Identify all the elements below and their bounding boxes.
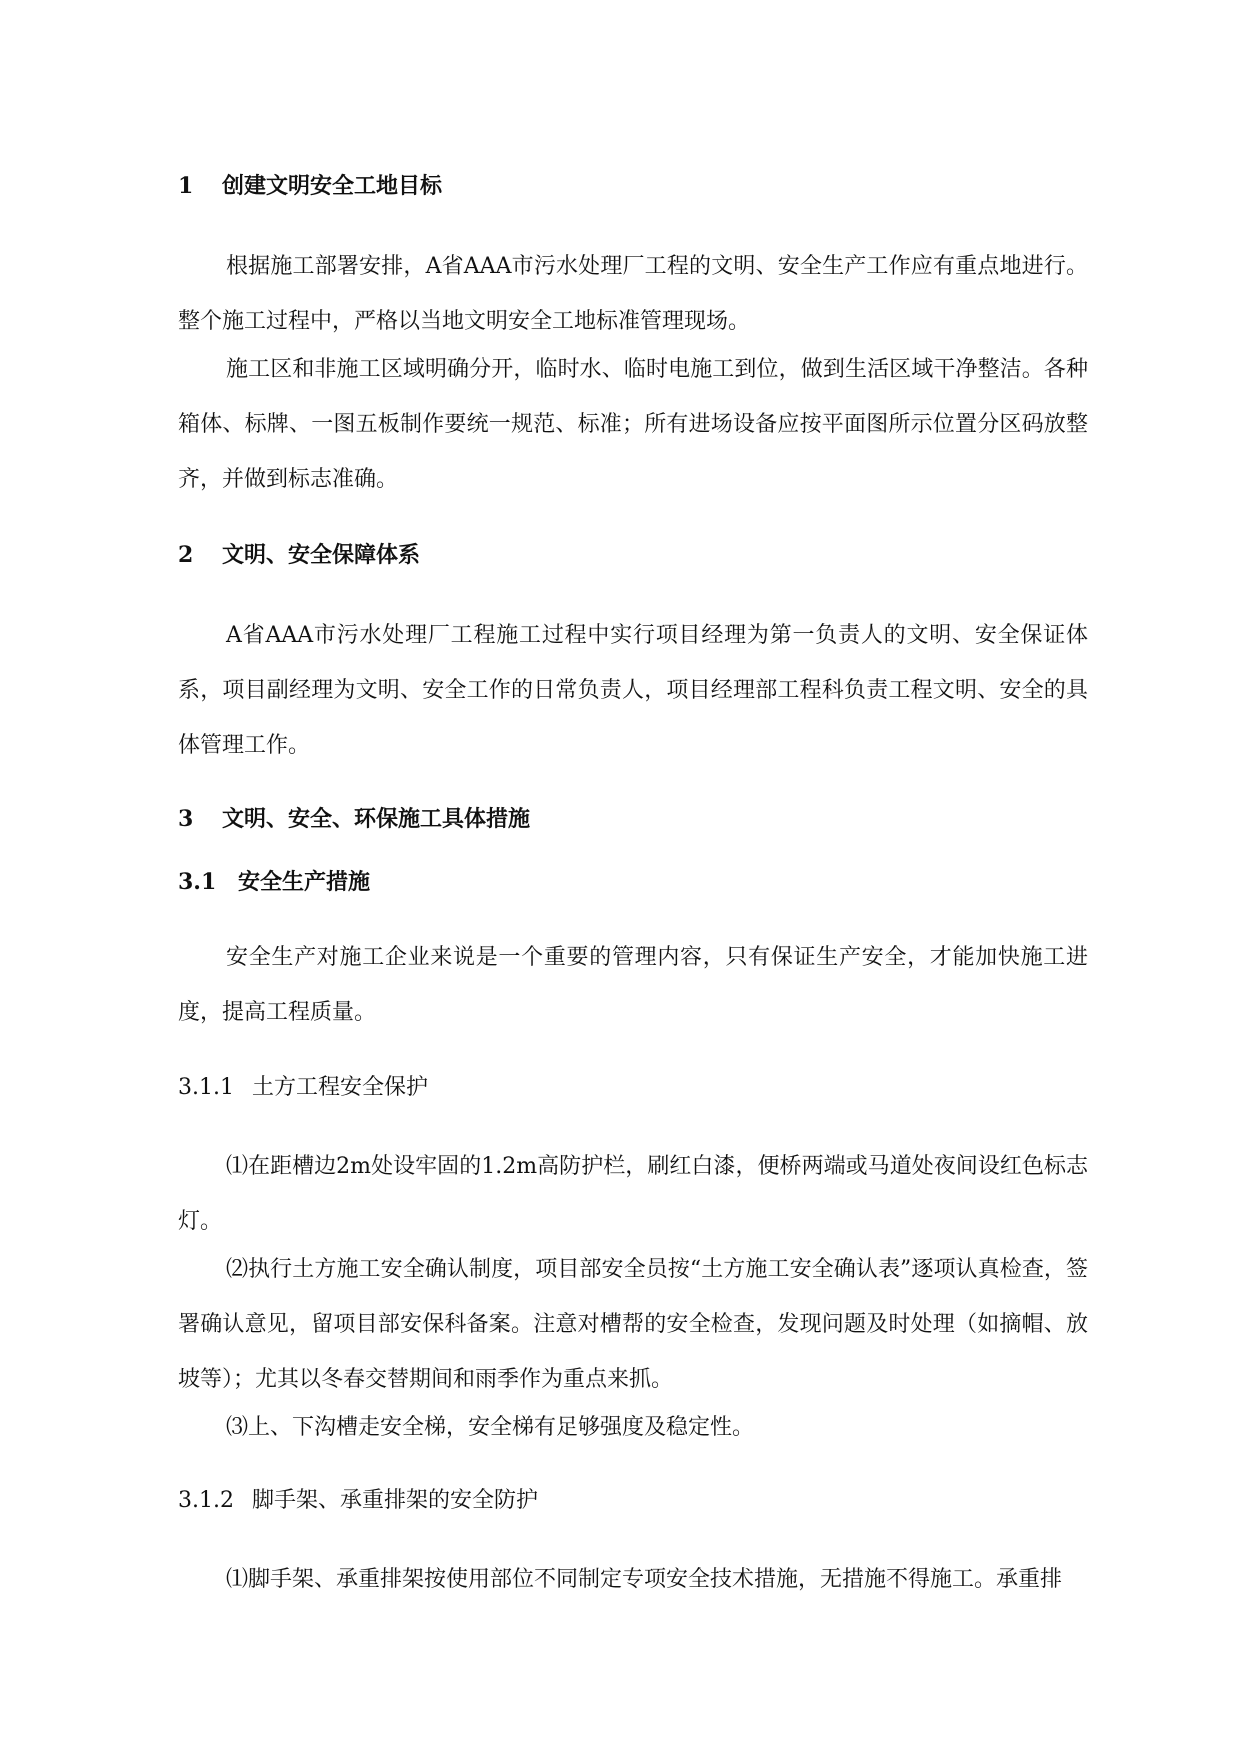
section-3-1-2-heading [178,1483,1088,1519]
section-2-heading [178,537,1088,573]
section-3-title: 文明、安全、环保施工具体措施 [222,806,531,832]
section-3-1-1-paragraph-1: ⑴在距槽边2m处设牢固的1.2m高防护栏，刷红白漆，便桥两端或马道处夜间设红色标志灯。 [178,1154,1088,1234]
section-3-1-1-heading [178,1070,1088,1106]
section-2-paragraph-1: A省AAA市污水处理厂工程施工过程中实行项目经理为第一负责人的文明、安全保证体系，项目副经理为文明、安全工作的日常负责人，项目经理部工程科负责工程文明、安全的具体管理工作。 [178,623,1088,758]
section-1-title: 创建文明安全工地目标 [222,173,443,199]
section-2-title: 文明、安全保障体系 [222,542,421,568]
section-2-number: 2 [178,542,194,568]
section-3-1-1-title: 土方工程安全保护 [252,1075,429,1100]
section-1-paragraph-1: 根据施工部署安排，A省AAA市污水处理厂工程的文明、安全生产工作应有重点地进行。整个施工过程中，严格以当地文明安全工地标准管理现场。 [178,254,1088,334]
section-3-1-1-paragraph-3: ⑶上、下沟槽走安全梯，安全梯有足够强度及稳定性。 [226,1415,755,1440]
section-1-paragraph-2: 施工区和非施工区域明确分开，临时水、临时电施工到位，做到生活区域干净整洁。各种箱体、标牌、一图五板制作要统一规范、标准；所有进场设备应按平面图所示位置分区码放整齐，并做到标志准确。 [178,357,1088,492]
section-3-heading [178,801,1088,837]
section-3-1-2-number: 3.1.2 [178,1488,234,1513]
section-3-1-number: 3.1 [178,869,217,895]
section-3-1-heading [178,864,1088,900]
section-3-1-title: 安全生产措施 [238,869,371,895]
section-3-1-1-paragraph-2: ⑵执行土方施工安全确认制度，项目部安全员按“土方施工安全确认表”逐项认真检查，签署确认意见，留项目部安保科备案。注意对槽帮的安全检查，发现问题及时处理（如摘帽、放坡等）；尤其以冬春交替期间和雨季作为重点来抓。 [178,1257,1088,1392]
document-body [178,168,1088,1607]
section-3-1-2-title: 脚手架、承重排架的安全防护 [252,1488,539,1513]
section-1-heading [178,168,1088,204]
section-1-number: 1 [178,173,194,199]
section-3-1-1-number: 3.1.1 [178,1075,234,1100]
section-3-1-paragraph-1: 安全生产对施工企业来说是一个重要的管理内容，只有保证生产安全，才能加快施工进度，提高工程质量。 [178,945,1088,1025]
section-3-number: 3 [178,806,194,832]
section-3-1-2-paragraph-1: ⑴脚手架、承重排架按使用部位不同制定专项安全技术措施，无措施不得施工。承重排 [226,1567,1063,1592]
